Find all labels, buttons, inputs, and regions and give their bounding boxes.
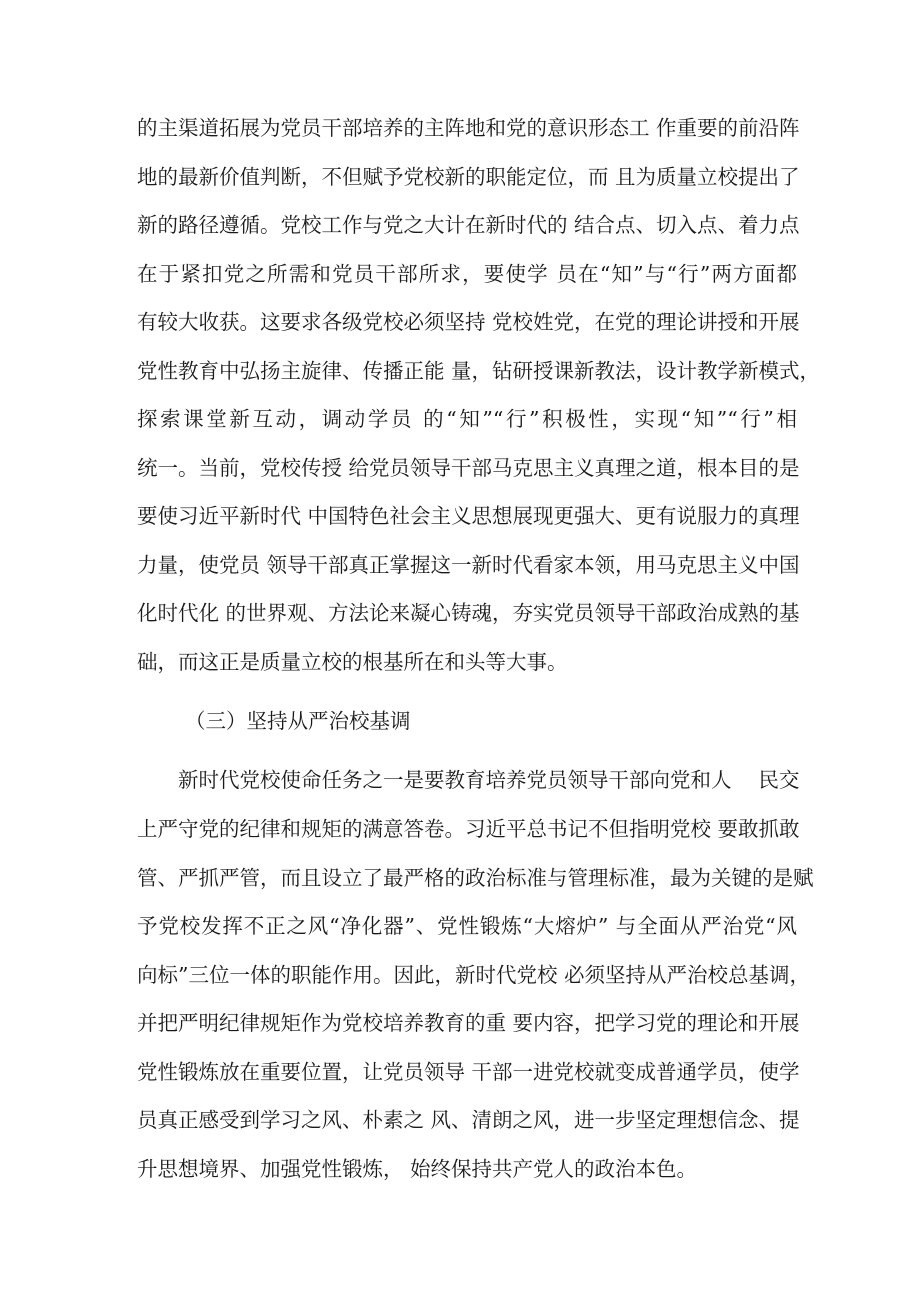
paragraph-1-line-9: 要使习近平新时代 中国特色社会主义思想展现更强大、更有说服力的真理 (137, 504, 800, 528)
paragraph-1-line-5: 有较大收获。这要求各级党校必须坚持 党校姓党，在党的理论讲授和开展 (137, 310, 800, 334)
paragraph-1-line-6: 党性教育中弘扬主旋律、传播正能 量，钻研授课新教法，设计教学新模式， (137, 359, 821, 383)
paragraph-2-line-7: 党性锻炼放在重要位置，让党员领导 干部一进党校就变成普通学员，使学 (137, 1060, 800, 1084)
paragraph-1-line-3: 新的路径遵循。党校工作与党之大计在新时代的 结合点、切入点、着力点 (137, 213, 800, 237)
paragraph-2-line-6: 并把严明纪律规矩作为党校培养教育的重 要内容，把学习党的理论和开展 (137, 1011, 800, 1035)
paragraph-1-line-4: 在于紧扣党之所需和党员干部所求，要使学 员在“知”与“行”两方面都 (137, 262, 797, 286)
paragraph-1-line-12: 础，而这正是质量立校的根基所在和头等大事。 (137, 650, 568, 674)
paragraph-1-line-8: 统一。当前，党校传授 给党员领导干部马克思主义真理之道，根本目的是 (137, 456, 800, 480)
paragraph-1-line-1: 的主渠道拓展为党员干部培养的主阵地和党的意识形态工 作重要的前沿阵 (137, 116, 800, 140)
paragraph-2-line-2: 上严守党的纪律和规矩的满意答卷。习近平总书记不但指明党校 要敢抓敢 (137, 817, 800, 841)
paragraph-2-line-9: 升思想境界、加强党性锻炼， 始终保持共产党人的政治本色。 (137, 1157, 698, 1181)
paragraph-1-line-10: 力量，使党员 领导干部真正掌握这一新时代看家本领，用马克思主义中国 (137, 553, 800, 577)
section-heading: （三）坚持从严治校基调 (185, 709, 411, 733)
paragraph-1-line-2: 地的最新价值判断，不但赋予党校新的职能定位，而 且为质量立校提出了 (137, 165, 800, 189)
paragraph-1-line-7: 探索课堂新互动，调动学员 的“知”“行”积极性，实现“知”“行”相 (137, 407, 797, 431)
paragraph-1-line-11: 化时代化 的世界观、方法论来凝心铸魂，夯实党员领导干部政治成熟的基 (137, 601, 800, 625)
paragraph-2-line-5: 向标”三位一体的职能作用。因此，新时代党校 必须坚持从严治校总基调， (137, 963, 810, 987)
paragraph-2-line-3: 管、严抓严管，而且设立了最严格的政治标准与管理标准，最为关键的是赋 (137, 866, 814, 890)
paragraph-2-line-8: 员真正感受到学习之风、朴素之 风、清朗之风，进一步坚定理想信念、提 (137, 1108, 800, 1132)
paragraph-2-line-1: 新时代党校使命任务之一是要教育培养党员领导干部向党和人 民交 (178, 768, 800, 792)
paragraph-2-line-4: 予党校发挥不正之风“净化器”、党性锻炼“大熔炉” 与全面从严治党“风 (137, 914, 797, 938)
